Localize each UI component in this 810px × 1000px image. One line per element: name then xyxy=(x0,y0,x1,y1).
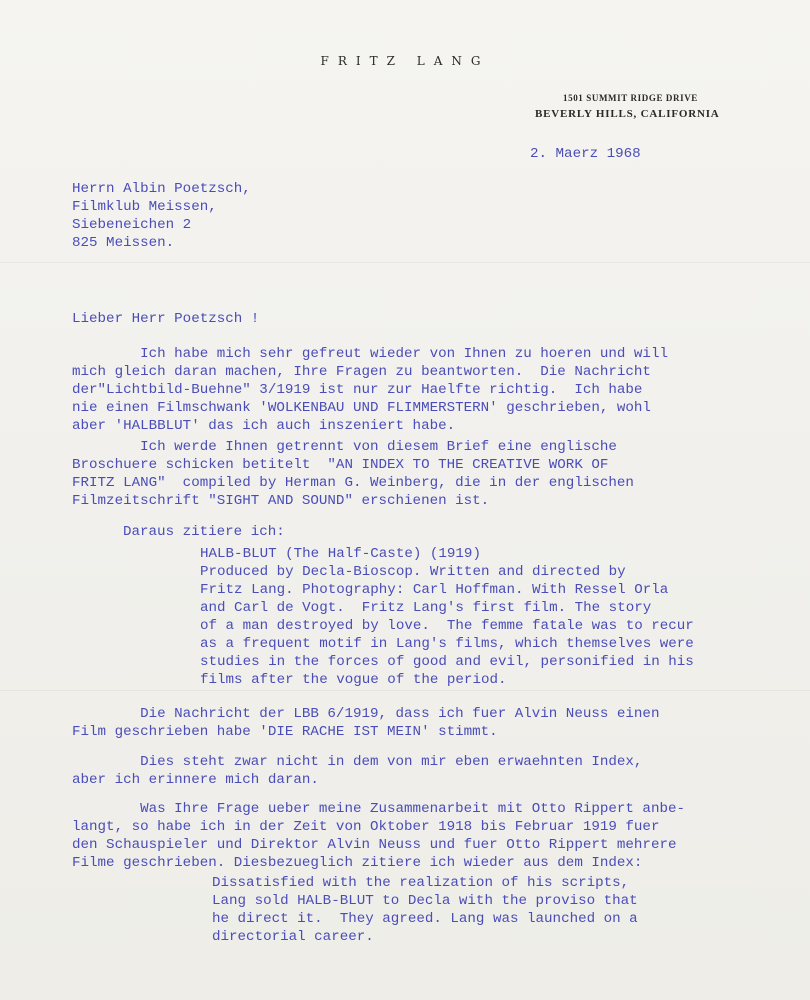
paper-fold xyxy=(0,690,810,691)
salutation: Lieber Herr Poetzsch ! xyxy=(72,311,260,327)
letterhead-name: FRITZ LANG xyxy=(320,54,490,68)
paragraph-5: Dies steht zwar nicht in dem von mir eben erwaehnten Index, aber ich erinnere mich daran. xyxy=(72,754,643,788)
recipient-address: Herrn Albin Poetzsch, Filmklub Meissen, Siebeneichen 2 825 Meissen. xyxy=(72,181,251,251)
paragraph-2: Ich werde Ihnen getrennt von diesem Brief eine englische Broschuere schicken betitelt "AN INDEX TO THE CREATIVE WORK OF FRITZ LANG" compiled by Herman G. Weinberg, die in der englischen Filmzeitschrift "SIGHT AND SOUND" erschienen ist. xyxy=(72,439,634,509)
paragraph-6: Was Ihre Frage ueber meine Zusammenarbeit mit Otto Rippert anbe- langt, so habe ich in der Zeit von Oktober 1918 bis Februar 1919 fuer den Schauspieler und Direktor Alvin Neuss und fuer Otto Rippert mehrere Filme geschrieben. Diesbezueglich zitiere ich wieder aus dem Index: xyxy=(72,801,685,871)
letter-date: 2. Maerz 1968 xyxy=(530,146,641,162)
paragraph-1: Ich habe mich sehr gefreut wieder von Ihnen zu hoeren und will mich gleich daran machen, Ihre Fragen zu beantworten. Die Nachricht der"Lichtbild-Buehne" 3/1919 ist nur zur Haelfte richtig. Ich habe nie einen Filmschwank 'WOLKENBAU UND FLIMMERSTERN' geschrieben, wohl aber 'HALBBLUT' das ich auch inszeniert habe. xyxy=(72,346,668,434)
paragraph-3: Daraus zitiere ich: xyxy=(123,524,285,540)
letterhead-address-line1: 1501 SUMMIT RIDGE DRIVE xyxy=(563,93,698,103)
quote-2: Dissatisfied with the realization of his scripts, Lang sold HALB-BLUT to Decla with the proviso that he direct it. They agreed. Lang was launched on a directorial career. xyxy=(212,875,638,945)
quote-1: HALB-BLUT (The Half-Caste) (1919) Produced by Decla-Bioscop. Written and directed by Fritz Lang. Photography: Carl Hoffman. With Ressel Orla and Carl de Vogt. Fritz Lang's first film. The story of a man destroyed by love. The femme fatale was to recur as a frequent motif in Lang's films, which themselves were studies in the forces of good and evil, personified in his films after the vogue of the period. xyxy=(200,546,694,688)
paragraph-4: Die Nachricht der LBB 6/1919, dass ich fuer Alvin Neuss einen Film geschrieben habe 'DIE RACHE IST MEIN' stimmt. xyxy=(72,706,660,740)
letterhead-address-line2: BEVERLY HILLS, CALIFORNIA xyxy=(535,108,720,120)
paper-fold xyxy=(0,262,810,263)
